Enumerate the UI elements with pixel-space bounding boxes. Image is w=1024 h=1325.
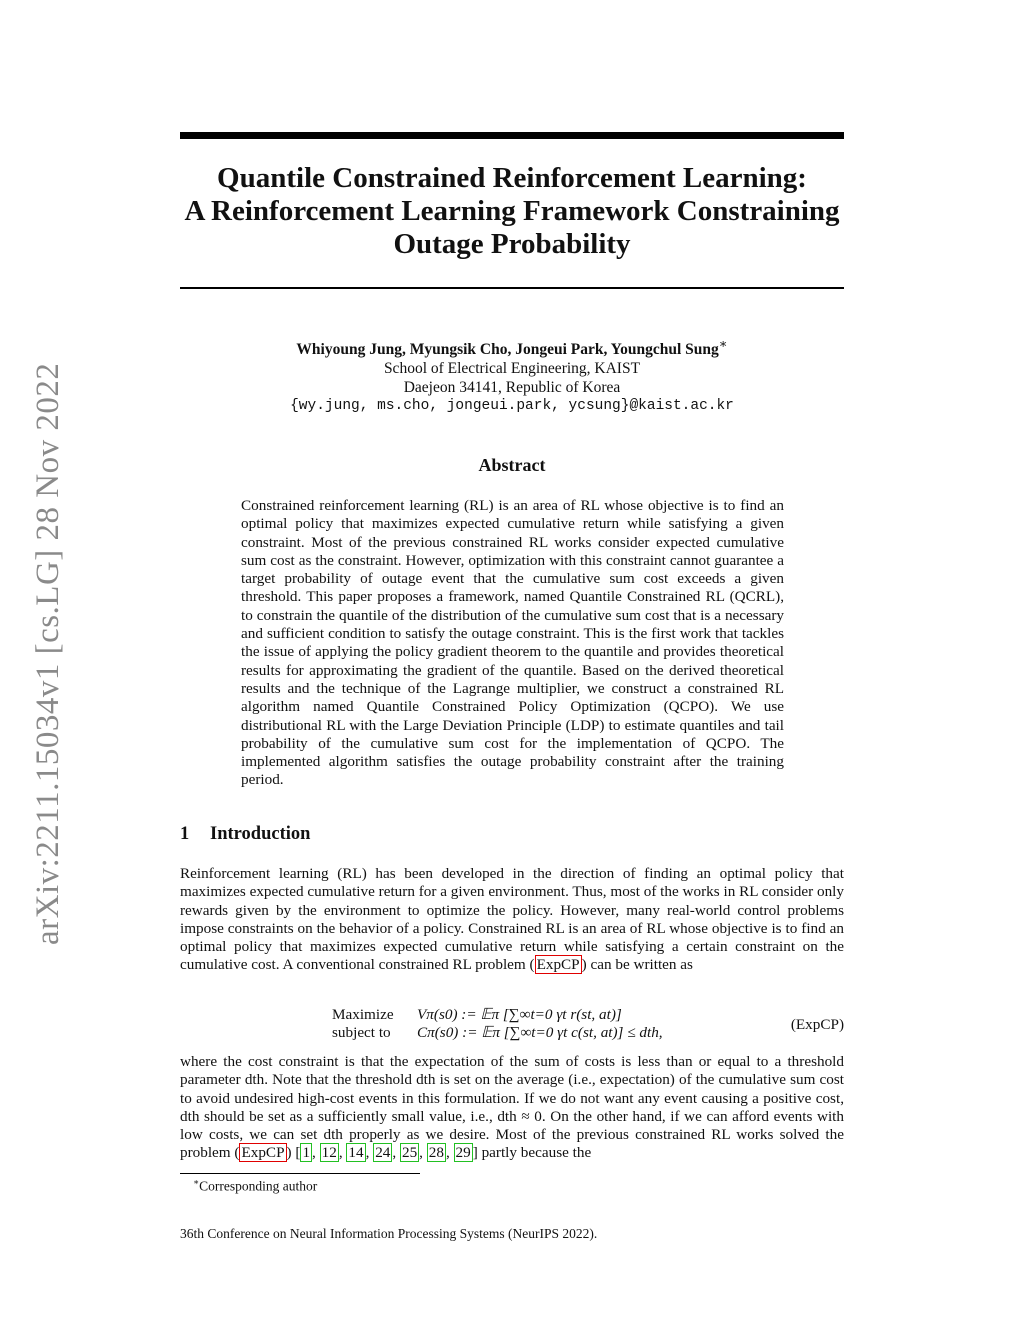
citation-link[interactable]: 28 xyxy=(428,1144,444,1162)
venue-footer: 36th Conference on Neural Information Processing Systems (NeurIPS 2022). xyxy=(180,1226,598,1241)
address: Daejeon 34141, Republic of Korea xyxy=(403,379,621,397)
citation-link[interactable]: 25 xyxy=(401,1144,418,1162)
intro-paragraph-2: where the cost constraint is that the expectation of the sum of costs is less than or equal to a threshold parameter dth. Note that the threshold dth is set on the average (i.e., expectation) of the cumulative sum cost to avoid undesired high-cost events in this formulation. If we do not want any event causing a positive cost, dth should be set as a sufficiently small value, i.e., dth ≈ 0. On the other hand, if we can afford events with low costs, we can set dth properly as we desire. Most of the previous constrained RL works solved the problem ( ExpCP ) [ 1 , 12 , 14 , 24 , 25 , 28 , 29 ] partly because the xyxy=(180,1053,844,1162)
arxiv-sidebar xyxy=(30,345,70,945)
citation-link[interactable]: 12 xyxy=(321,1144,337,1162)
p2-text: where the cost constraint is that the expectation of the sum of costs is less than or equal to a threshold parameter dth. Note that the threshold dth is set on the average (i.e., expectation) of the cumulative sum cost to avoid undesired high-cost events in this formulation. If we do not want any event causing a positive cost, dth should be set as a sufficiently small value, i.e., dth ≈ 0. On the other hand, if we can afford events with low costs, we can set dth properly as we desire. Most of the previous constrained RL works solved the problem ( xyxy=(180,1053,844,1162)
arxiv-id: arXiv:2211.15034v1 [cs.LG] 28 Nov 2022 xyxy=(30,362,66,945)
title-line-2: A Reinforcement Learning Framework Constraining xyxy=(184,195,840,227)
p1-text: Reinforcement learning (RL) has been developed in the direction of finding an optimal policy that maximizes expected cumulative return for a given environment. Thus, most of the works in RL consider only rewards given by the environment to optimize the policy. However, many real-world control problems impose constraints on the behavior of a policy. Constrained RL is an area of RL whose objective is to find an optimal policy that maximizes expected cumulative return while satisfying a certain constraint on the cumulative cost. A conventional constrained RL problem ( xyxy=(180,865,844,974)
footnote-text: Corresponding author xyxy=(199,1178,318,1194)
section-number: 1 xyxy=(180,824,190,844)
intro-paragraph-1 xyxy=(180,865,844,975)
author-names: Whiyoung Jung, Myungsik Cho, Jongeui Park, Youngchul Sung xyxy=(296,341,719,359)
eq-tag: (ExpCP) xyxy=(790,1016,844,1033)
title-bottom-rule xyxy=(180,287,844,289)
eq-expr-constraint: Cπ(s0) := 𝔼π [∑∞t=0 γt c(st, at)] ≤ dth, xyxy=(417,1024,663,1041)
eq-label-subject: subject to xyxy=(332,1024,391,1041)
author-block xyxy=(180,334,844,416)
citation-link[interactable]: 29 xyxy=(455,1144,471,1162)
citation-link[interactable]: 24 xyxy=(375,1144,391,1162)
p2-tail: ] partly because the xyxy=(472,1144,592,1162)
equation-link[interactable]: ExpCP xyxy=(241,1144,285,1162)
paper-title xyxy=(180,162,844,261)
title-line-1: Quantile Constrained Reinforcement Learning: xyxy=(217,162,807,194)
abstract-heading: Abstract xyxy=(478,455,546,475)
citation-link[interactable]: 14 xyxy=(348,1144,364,1162)
footnote xyxy=(193,1177,317,1195)
title-top-rule xyxy=(180,132,844,139)
affiliation: School of Electrical Engineering, KAIST xyxy=(383,360,641,378)
author-mark: ∗ xyxy=(718,336,728,351)
emails: {wy.jung, ms.cho, jongeui.park, ycsung}@kaist.ac.kr xyxy=(290,398,734,415)
section-title: Introduction xyxy=(210,824,311,844)
eq-label-maximize: Maximize xyxy=(332,1006,394,1023)
footnote-rule xyxy=(180,1173,420,1174)
section-heading xyxy=(180,824,310,845)
title-line-3: Outage Probability xyxy=(393,228,631,260)
p2-mid: ) [ xyxy=(286,1144,301,1162)
citation-link[interactable]: 1 xyxy=(302,1144,311,1162)
eq-expr-objective: Vπ(s0) := 𝔼π [∑∞t=0 γt r(st, at)] xyxy=(417,1006,622,1023)
abstract-text: Constrained reinforcement learning (RL) is an area of RL whose objective is to find an optimal policy that maximizes expected cumulative return while satisfying a given constraint. Most of the previous constrained RL works consider expected cumulative sum cost as the constraint. However, optimization with this constraint cannot guarantee a target probability of outage event that the cumulative sum cost exceeds a given threshold. This paper proposes a framework, named Quantile Constrained RL (QCRL), to constrain the quantile of the distribution of the cumulative sum cost that is a necessary and sufficient condition to satisfy the outage constraint. This is the first work that tackles the issue of applying the policy gradient theorem to the quantile and provides theoretical results for approximating the gradient of the quantile. Based on the derived theoretical results and the technique of the Lagrange multiplier, we construct a constrained RL algorithm named Quantile Constrained Policy Optimization (QCPO). We use distributional RL with the Large Deviation Principle (LDP) to estimate quantiles and tail probability of the cumulative sum cost for the implementation of QCPO. The implemented algorithm satisfies the outage probability constraint after the training period. xyxy=(241,497,784,789)
equation-expcp xyxy=(180,1006,844,1046)
footnote-mark: ∗ xyxy=(193,1177,200,1187)
p1-tail: ) can be written as xyxy=(581,956,693,974)
equation-link[interactable]: ExpCP xyxy=(536,956,580,974)
